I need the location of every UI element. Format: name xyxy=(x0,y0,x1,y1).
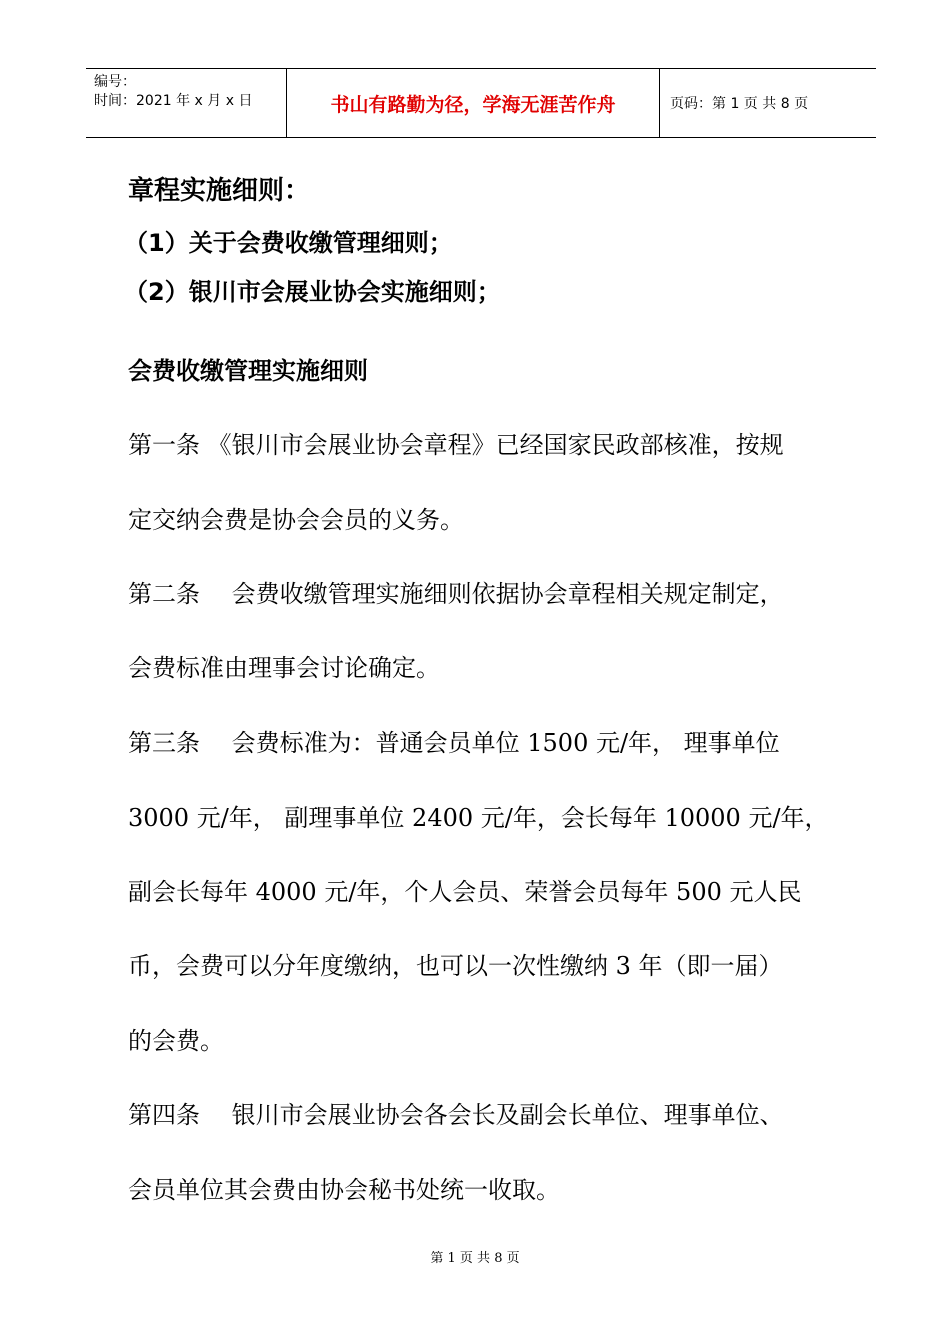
paragraph-line: 副会长每年 4000 元/年，个人会员、荣誉会员每年 500 元人民 xyxy=(128,878,802,906)
outline-item-2: （2）银川市会展业协会实施细则； xyxy=(124,278,501,306)
document-title: 章程实施细则： xyxy=(128,176,311,206)
paragraph-line: 3000 元/年， 副理事单位 2400 元/年，会长每年 10000 元/年， xyxy=(128,804,829,832)
paragraph-line: 的会费。 xyxy=(128,1027,224,1055)
paragraph-line: 会费标准由理事会讨论确定。 xyxy=(128,654,440,682)
paragraph-line: 第三条 会费标准为：普通会员单位 1500 元/年， 理事单位 xyxy=(128,729,780,757)
paragraph-line: 币，会费可以分年度缴纳，也可以一次性缴纳 3 年（即一届） xyxy=(128,952,783,980)
document-number-label: 编号： xyxy=(94,74,136,90)
paragraph-line: 会员单位其会费由协会秘书处统一收取。 xyxy=(128,1176,560,1204)
header-motto: 书山有路勤为径，学海无涯苦作舟 xyxy=(286,69,660,137)
document-date: 时间：2021 年 x 月 x 日 xyxy=(94,93,253,109)
paragraph-line: 第二条 会费收缴管理实施细则依据协会章程相关规定制定， xyxy=(128,580,784,608)
outline-item-1: （1）关于会费收缴管理细则； xyxy=(124,229,453,257)
page-footer: 第 1 页 共 8 页 xyxy=(430,1251,520,1266)
section-title: 会费收缴管理实施细则 xyxy=(128,357,368,385)
document-header xyxy=(86,68,876,138)
header-page-info: 页码：第 1 页 共 8 页 xyxy=(670,96,809,112)
paragraph-line: 定交纳会费是协会会员的义务。 xyxy=(128,506,464,534)
paragraph-line: 第四条 银川市会展业协会各会长及副会长单位、理事单位、 xyxy=(128,1101,784,1129)
paragraph-line: 第一条 《银川市会展业协会章程》已经国家民政部核准，按规 xyxy=(128,431,784,459)
header-meta xyxy=(86,69,286,137)
